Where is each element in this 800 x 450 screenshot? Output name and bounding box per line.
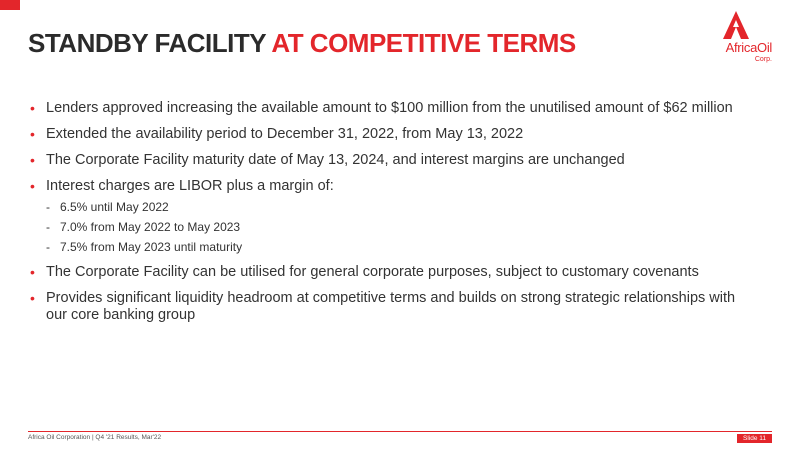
- sub-bullet-marker: -: [46, 220, 50, 234]
- africa-oil-logo-icon: [722, 10, 750, 40]
- bullet-item: [28, 100, 748, 117]
- logo-wordmark: AfricaOil: [725, 40, 772, 55]
- slide-title: [28, 28, 576, 59]
- sub-bullet-item: [46, 240, 748, 255]
- bullet-marker: •: [30, 152, 35, 168]
- bullet-text: Provides significant liquidity headroom at competitive terms and builds on strong strategic relationships with our core banking group: [46, 290, 736, 323]
- sub-bullet-text: 6.5% until May 2022: [60, 200, 169, 214]
- bullet-marker: •: [30, 290, 35, 306]
- bullet-item: [28, 152, 748, 169]
- sub-bullet-item: [46, 200, 748, 215]
- sub-bullet-item: [46, 220, 748, 235]
- title-dark-part: STANDBY FACILITY: [28, 28, 266, 58]
- bullet-list: [28, 100, 748, 333]
- bullet-marker: •: [30, 100, 35, 116]
- bullet-item: [28, 178, 748, 255]
- bullet-item: [28, 126, 748, 143]
- footer-company-text: Africa Oil Corporation | Q4 '21 Results, Mar'22: [28, 434, 162, 441]
- footer-divider: [28, 431, 772, 432]
- bullet-marker: •: [30, 126, 35, 142]
- bullet-text: Extended the availability period to December 31, 2022, from May 13, 2022: [46, 126, 524, 142]
- sub-bullet-text: 7.0% from May 2022 to May 2023: [60, 220, 241, 234]
- bullet-text: Interest charges are LIBOR plus a margin of:: [46, 178, 334, 194]
- sub-bullet-marker: -: [46, 200, 50, 214]
- corner-accent-bar: [0, 0, 20, 10]
- company-logo: [696, 10, 772, 66]
- slide-number-badge: Slide 11: [737, 434, 772, 443]
- bullet-marker: •: [30, 264, 35, 280]
- bullet-text: Lenders approved increasing the available amount to $100 million from the unutilised amount of $62 million: [46, 100, 733, 116]
- bullet-text: The Corporate Facility maturity date of May 13, 2024, and interest margins are unchanged: [46, 152, 625, 168]
- sub-bullet-text: 7.5% from May 2023 until maturity: [60, 240, 243, 254]
- logo-subtext: Corp.: [754, 56, 772, 63]
- sub-bullet-marker: -: [46, 240, 50, 254]
- sub-bullet-list: [46, 200, 748, 255]
- title-red-part: AT COMPETITIVE TERMS: [271, 28, 576, 58]
- bullet-item: [28, 290, 748, 324]
- bullet-marker: •: [30, 178, 35, 194]
- bullet-text: The Corporate Facility can be utilised for general corporate purposes, subject to customary covenants: [46, 264, 699, 280]
- bullet-item: [28, 264, 748, 281]
